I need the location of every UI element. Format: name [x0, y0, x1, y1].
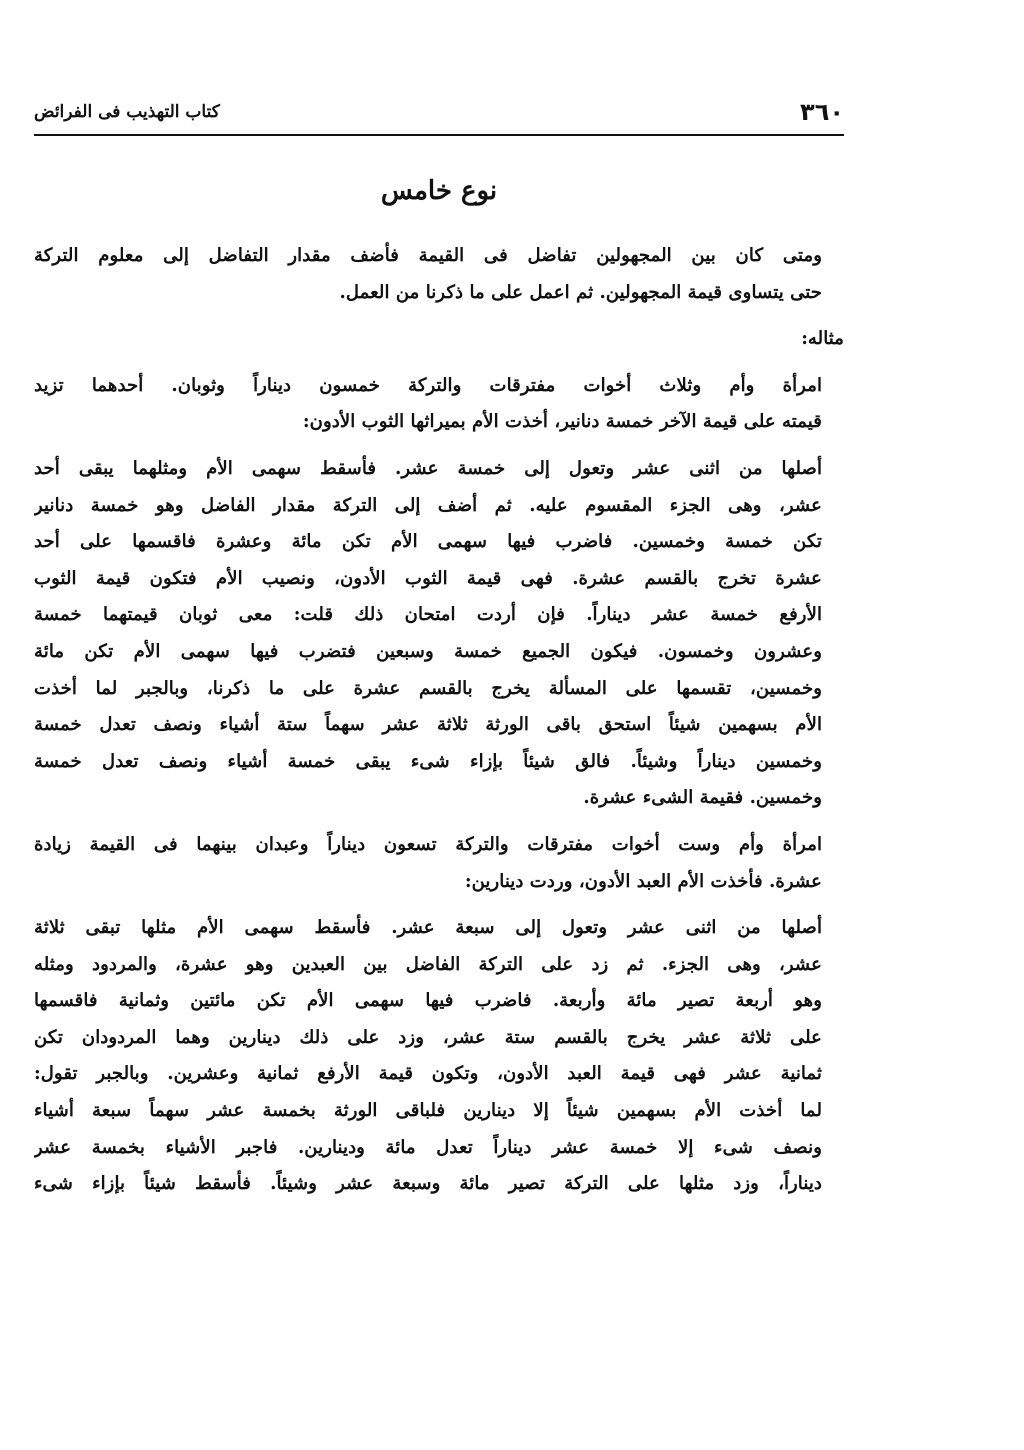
text-line: ونصف شىء إلا خمسة عشر ديناراً تعدل مائة ودينارين. فاجبر الأشياء بخمسة عشر — [34, 1136, 822, 1158]
text-line: لما أخذت الأم بسهمين شيئاً إلا دينارين فلباقى الورثة بخمسة عشر سهماً سبعة أشياء — [34, 1100, 822, 1122]
example-problem-2 — [34, 827, 844, 900]
intro-paragraph — [34, 238, 844, 311]
page-header — [34, 96, 844, 136]
text-line: ومتى كان بين المجهولين تفاضل فى القيمة فأضف مقدار التفاضل إلى معلوم التركة — [34, 245, 822, 266]
example-solution-2 — [34, 910, 844, 1203]
example-solution-1 — [34, 451, 844, 817]
text-line: امرأة وأم وست أخوات مفترقات والتركة تسعون ديناراً وعبدان بينهما فى القيمة زيادة — [34, 833, 822, 855]
header-rule — [34, 134, 844, 136]
text-line: عشرة. فأخذت الأم العبد الأدون، وردت دينارين: — [464, 870, 822, 892]
text-line: وخمسين. فقيمة الشىء عشرة. — [583, 787, 822, 809]
example-label: مثاله: — [801, 328, 844, 350]
text-line: وهو أربعة تصير مائة وأربعة. فاضرب فيها سهمى الأم تكن مائتين وثمانية فاقسمها — [34, 990, 822, 1012]
section-title: نوع خامس — [380, 176, 498, 206]
text-line: ديناراً، وزد مثلها على التركة تصير مائة وسبعة عشر وشيئاً. فأسقط شيئاً بإزاء شىء — [34, 1173, 822, 1195]
example-problem-1 — [34, 368, 844, 441]
page-number: ٣٦٠ — [800, 98, 844, 126]
text-line: عشر، وهى الجزء المقسوم عليه. ثم أضف إلى التركة مقدار الفاضل وهو خمسة دنانير — [34, 494, 822, 516]
text-line: امرأة وأم وثلاث أخوات مفترقات والتركة خمسون ديناراً وثوبان. أحدهما تزيد — [34, 374, 822, 396]
text-line: حتى يتساوى قيمة المجهولين. ثم اعمل على ما ذكرنا من العمل. — [339, 281, 822, 303]
text-line: عشر، وهى الجزء. ثم زد على التركة الفاضل بين العبدين وهو عشرة، والمردود ومثله — [34, 953, 822, 975]
text-line: أصلها من اثنى عشر وتعول إلى سبعة عشر. فأسقط سهمى الأم مثلها تبقى ثلاثة — [34, 917, 822, 939]
text-line: وعشرون وخمسون. فيكون الجميع خمسة وسبعين فتضرب فيها سهمى الأم تكن مائة — [34, 640, 822, 662]
text-line: قيمته على قيمة الآخر خمسة دنانير، أخذت الأم بميراثها الثوب الأدون: — [302, 411, 822, 433]
text-line: عشرة تخرج بالقسم عشرة. فهى قيمة الثوب الأدون، ونصيب الأم فتكون قيمة الثوب — [34, 567, 822, 589]
text-line: الأرفع خمسة عشر ديناراً. فإن أردت امتحان ذلك قلت: معى ثوبان قيمتهما خمسة — [34, 604, 822, 626]
text-line: تكن خمسة وخمسين. فاضرب فيها سهمى الأم تكن مائة وعشرة فاقسمها على أحد — [34, 531, 822, 553]
text-line: وخمسين ديناراً وشيئاً. فالق شيئاً بإزاء شىء يبقى خمسة أشياء ونصف تعدل خمسة — [34, 750, 822, 772]
page-body — [34, 238, 844, 1213]
text-line: على ثلاثة عشر يخرج بالقسم ستة عشر، وزد على ذلك دينارين وهما المردودان تكن — [34, 1026, 822, 1048]
text-line: الأم بسهمين شيئاً استحق باقى الورثة ثلاثة عشر سهماً ستة أشياء ونصف تعدل خمسة — [34, 714, 822, 736]
text-line: أصلها من اثنى عشر وتعول إلى خمسة عشر. فأسقط سهمى الأم ومثلهما يبقى أحد — [34, 457, 822, 479]
running-title: كتاب التهذيب فى الفرائض — [34, 102, 220, 122]
text-line: ثمانية عشر فهى قيمة العبد الأدون، وتكون قيمة الأرفع ثمانية وعشرين. وبالجبر تقول: — [34, 1063, 822, 1085]
text-line: وخمسين، تقسمها على المسألة يخرج بالقسم عشرة على ما ذكرنا، وبالجبر لما أخذت — [34, 677, 822, 699]
